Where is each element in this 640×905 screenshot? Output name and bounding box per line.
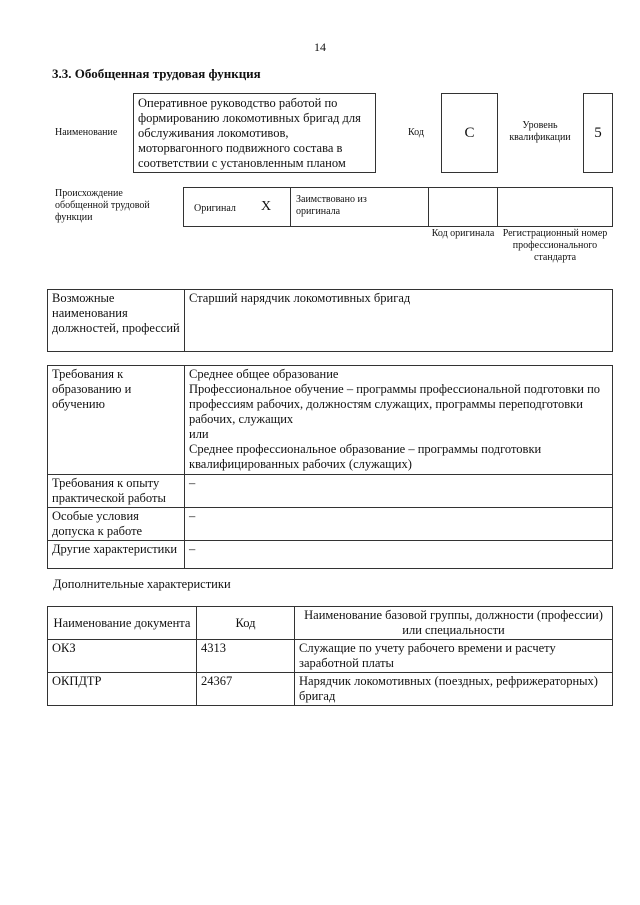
table-row bbox=[48, 475, 613, 508]
name-line: моторвагонного подвижного состава в bbox=[138, 141, 343, 155]
level-box: 5 bbox=[583, 93, 613, 173]
cell: Служащие по учету рабочего времени и расчету заработной платы bbox=[295, 640, 613, 673]
additional-table bbox=[47, 606, 613, 706]
req-value: – bbox=[185, 541, 613, 569]
page-number: 14 bbox=[314, 40, 326, 54]
divider bbox=[290, 188, 291, 226]
code-original-label: Код оригинала bbox=[431, 228, 495, 239]
req-value bbox=[185, 366, 613, 475]
header-cell: Наименование документа bbox=[48, 607, 197, 640]
table-row bbox=[48, 673, 613, 706]
name-line: соответствии с установленным планом bbox=[138, 156, 346, 170]
cell: Нарядчик локомотивных (поездных, рефрижераторных) бригад bbox=[295, 673, 613, 706]
name-line: формированию локомотивных бригад для bbox=[138, 111, 361, 125]
table-row bbox=[48, 541, 613, 569]
req-line: Профессиональное обучение – программы профессиональной подготовки по профессиям рабочих, должностям служащих, программы переподготовки рабочих, служащих bbox=[189, 382, 601, 426]
origin-label: Происхождение обобщенной трудовой функции bbox=[55, 188, 150, 223]
borrowed-label: Заимствовано из оригинала bbox=[296, 194, 367, 217]
name-line: обслуживания локомотивов, bbox=[138, 126, 289, 140]
code-label: Код bbox=[408, 127, 424, 138]
req-label: Требования к образованию и обучению bbox=[48, 366, 185, 475]
req-value: – bbox=[185, 508, 613, 541]
name-label: Наименование bbox=[55, 127, 118, 138]
header-cell: Код bbox=[197, 607, 295, 640]
header-cell: Наименование базовой группы, должности (профессии) или специальности bbox=[295, 607, 613, 640]
section-heading: 3.3. Обобщенная трудовая функция bbox=[52, 66, 261, 81]
original-label: Оригинал bbox=[194, 203, 236, 214]
requirements-table bbox=[47, 365, 613, 569]
req-line: Среднее профессиональное образование – программы подготовки квалифицированных рабочих (служащих) bbox=[189, 442, 542, 471]
req-label: Требования к опыту практической работы bbox=[48, 475, 185, 508]
additional-title: Дополнительные характеристики bbox=[53, 577, 231, 591]
divider bbox=[497, 188, 498, 226]
cell: ОКПДТР bbox=[48, 673, 197, 706]
table-header-row bbox=[48, 607, 613, 640]
reg-number-label: Регистрационный номер профессионального стандарта bbox=[502, 228, 608, 263]
origin-table bbox=[183, 187, 613, 227]
table-row bbox=[48, 508, 613, 541]
table-row bbox=[48, 640, 613, 673]
table-row bbox=[48, 366, 613, 475]
positions-table bbox=[47, 289, 613, 352]
req-label: Особые условия допуска к работе bbox=[48, 508, 185, 541]
function-name-box bbox=[133, 93, 376, 173]
req-line: или bbox=[189, 427, 209, 441]
req-label: Другие характеристики bbox=[48, 541, 185, 569]
cell: ОКЗ bbox=[48, 640, 197, 673]
original-mark: X bbox=[261, 199, 272, 214]
cell: 24367 bbox=[197, 673, 295, 706]
level-label: Уровень квалификации bbox=[509, 120, 571, 143]
code-box: C bbox=[441, 93, 498, 173]
req-line: Среднее общее образование bbox=[189, 367, 339, 381]
positions-value: Старший нарядчик локомотивных бригад bbox=[185, 290, 613, 352]
cell: 4313 bbox=[197, 640, 295, 673]
req-value: – bbox=[185, 475, 613, 508]
divider bbox=[428, 188, 429, 226]
positions-label: Возможные наименования должностей, профессий bbox=[48, 290, 185, 352]
name-line: Оперативное руководство работой по bbox=[138, 96, 338, 110]
